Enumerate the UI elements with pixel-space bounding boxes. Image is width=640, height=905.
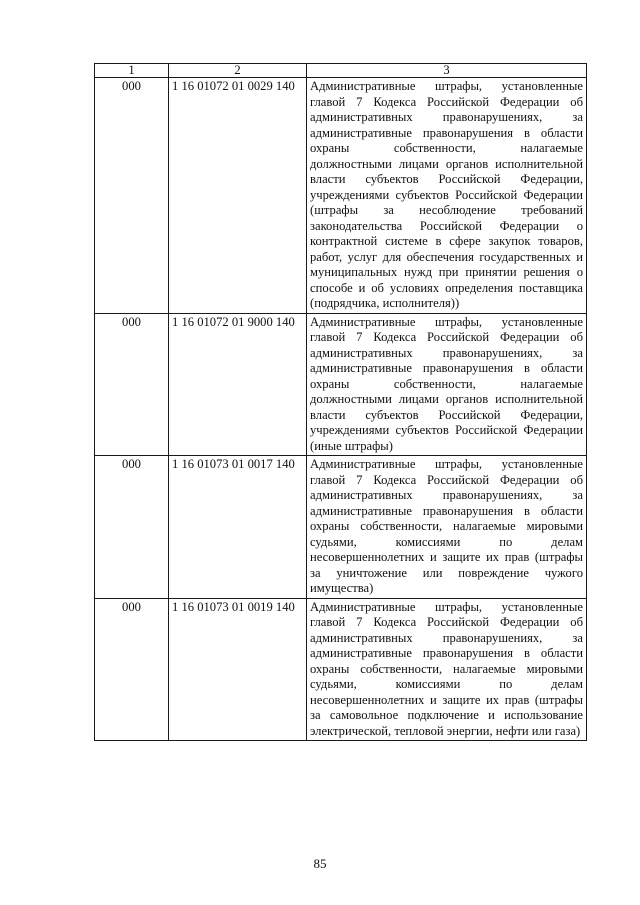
revenue-code-cell: 1 16 01073 01 0019 140 (169, 598, 307, 741)
revenue-code-cell: 1 16 01072 01 0029 140 (169, 78, 307, 314)
budget-codes-table (94, 63, 587, 741)
description-cell: Административные штрафы, установленные главой 7 Кодекса Российской Федерации об административных правонарушениях, за административные правонарушения в области охраны собственности, налагаемые должностными лицами органов исполнительной власти субъектов Российской Федерации, учреждениями субъектов Российской Федерации (иные штрафы) (307, 313, 587, 456)
description-cell: Административные штрафы, установленные главой 7 Кодекса Российской Федерации об административных правонарушениях, за административные правонарушения в области охраны собственности, налагаемые мировыми судьями, комиссиями по делам несовершеннолетних и защите их прав (штрафы за уничтожение или повреждение чужого имущества) (307, 456, 587, 599)
revenue-code-cell: 1 16 01072 01 9000 140 (169, 313, 307, 456)
admin-code-cell: 000 (95, 598, 169, 741)
table-row (95, 78, 587, 314)
admin-code-cell: 000 (95, 313, 169, 456)
table-header-row (95, 64, 587, 78)
column-header-3: 3 (307, 64, 587, 78)
table-row (95, 456, 587, 599)
table-row (95, 313, 587, 456)
revenue-code-cell: 1 16 01073 01 0017 140 (169, 456, 307, 599)
admin-code-cell: 000 (95, 456, 169, 599)
column-header-2: 2 (169, 64, 307, 78)
description-cell: Административные штрафы, установленные главой 7 Кодекса Российской Федерации об административных правонарушениях, за административные правонарушения в области охраны собственности, налагаемые должностными лицами органов исполнительной власти субъектов Российской Федерации, учреждениями субъектов Российской Федерации (штрафы за несоблюдение требований законодательства Российской Федерации о контрактной системе в сфере закупок товаров, работ, услуг для обеспечения государственных и муниципальных нужд при принятии решения о способе и об условиях определения поставщика (подрядчика, исполнителя)) (307, 78, 587, 314)
page-number: 85 (313, 856, 327, 871)
admin-code-cell: 000 (95, 78, 169, 314)
description-cell: Административные штрафы, установленные главой 7 Кодекса Российской Федерации об административных правонарушениях, за административные правонарушения в области охраны собственности, налагаемые мировыми судьями, комиссиями по делам несовершеннолетних и защите их прав (штрафы за самовольное подключение и использование электрической, тепловой энергии, нефти или газа) (307, 598, 587, 741)
column-header-1: 1 (95, 64, 169, 78)
table-row (95, 598, 587, 741)
